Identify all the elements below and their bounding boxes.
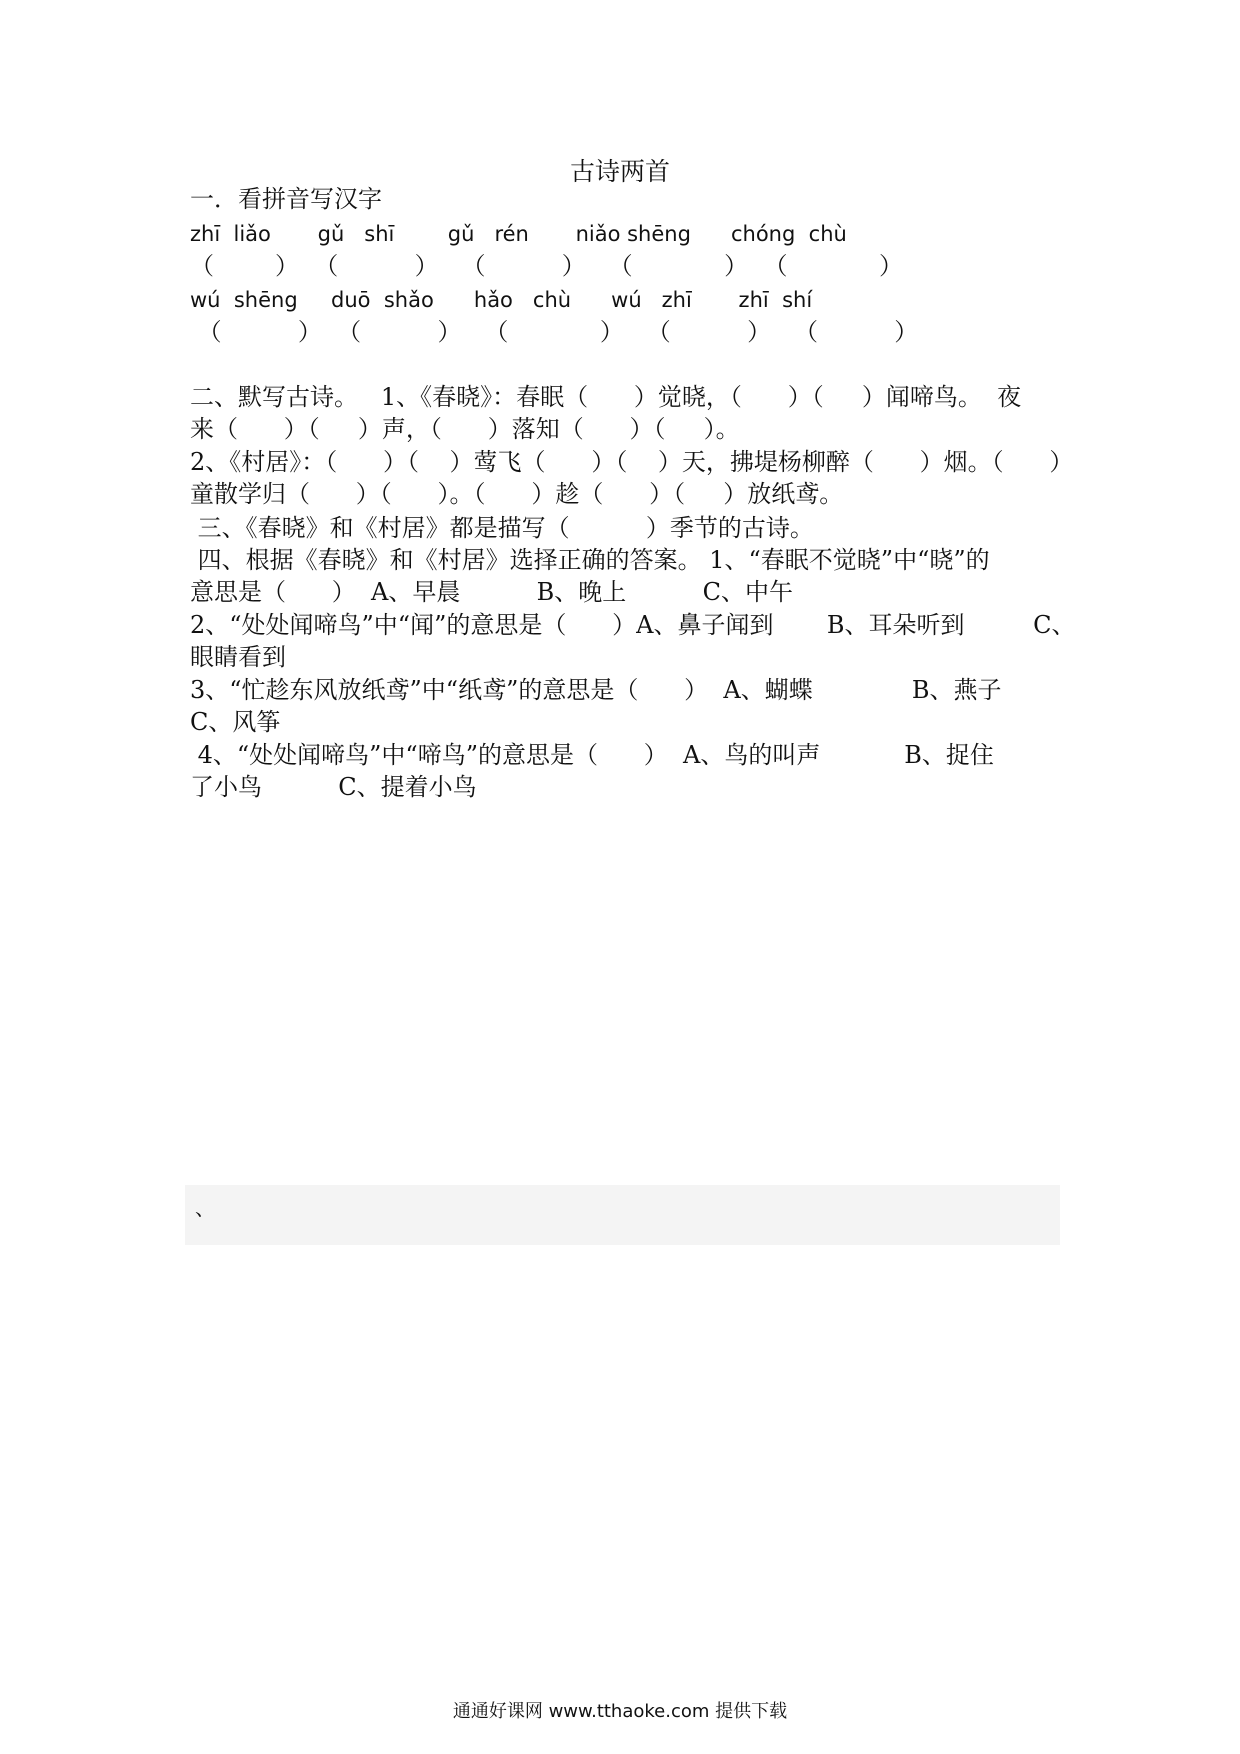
section4-line-2: 意思是（ ） A、早晨 B、晚上 C、中午 — [190, 578, 793, 606]
page-title: 古诗两首 — [569, 157, 670, 186]
pinyin-row-2: wú shēng duō shǎo hǎo chù wú zhī zhī shí — [190, 288, 813, 312]
stray-mark: 、 — [195, 1196, 215, 1220]
section4-line-6: C、风筝 — [190, 708, 281, 736]
blank-row-1: （ ） （ ） （ ） （ ） （ ） — [190, 252, 903, 280]
blank-row-2: （ ） （ ） （ ） （ ） （ ） — [190, 318, 919, 346]
section4-line-5: 3、“忙趁东风放纸鸢”中“纸鸢”的意思是（ ） A、蝴蝶 B、燕子 — [190, 676, 1002, 704]
section4-line-8: 了小鸟 C、提着小鸟 — [190, 773, 477, 801]
section2-line-2: 来（ ）（ ）声，（ ）落知（ ）（ ）。 — [190, 415, 740, 443]
section2-line-3: 2、《村居》：（ ）（ ）莺飞（ ）（ ）天，拂堤杨柳醉（ ）烟。（ ） — [190, 448, 1074, 476]
section2-line-4: 童散学归（ ）（ ）。（ ）趁（ ）（ ）放纸鸢。 — [190, 480, 844, 508]
footer-credit: 通通好课网 www.tthaoke.com 提供下载 — [452, 1701, 788, 1722]
section1-heading: 一．看拼音写汉字 — [190, 185, 382, 213]
section4-line-7: 4、“处处闻啼鸟”中“啼鸟”的意思是（ ） A、鸟的叫声 B、捉住 — [190, 741, 994, 769]
section4-line-3: 2、“处处闻啼鸟”中“闻”的意思是（ ）A、鼻子闻到 B、耳朵听到 C、 — [190, 611, 1076, 639]
section3-line-1: 三、《春晓》和《村居》都是描写（ ）季节的古诗。 — [190, 514, 814, 542]
section2-line-1: 二、默写古诗。 1、《春晓》：春眠（ ）觉晓，（ ）（ ）闻啼鸟。 夜 — [190, 383, 1022, 411]
section4-line-1: 四、根据《春晓》和《村居》选择正确的答案。 1、“春眠不觉晓”中“晓”的 — [190, 546, 990, 574]
pinyin-row-1: zhī liǎo gǔ shī gǔ rén niǎo shēng chóng chù — [190, 222, 847, 246]
shaded-area — [185, 1185, 1060, 1245]
section4-line-4: 眼睛看到 — [190, 643, 286, 671]
